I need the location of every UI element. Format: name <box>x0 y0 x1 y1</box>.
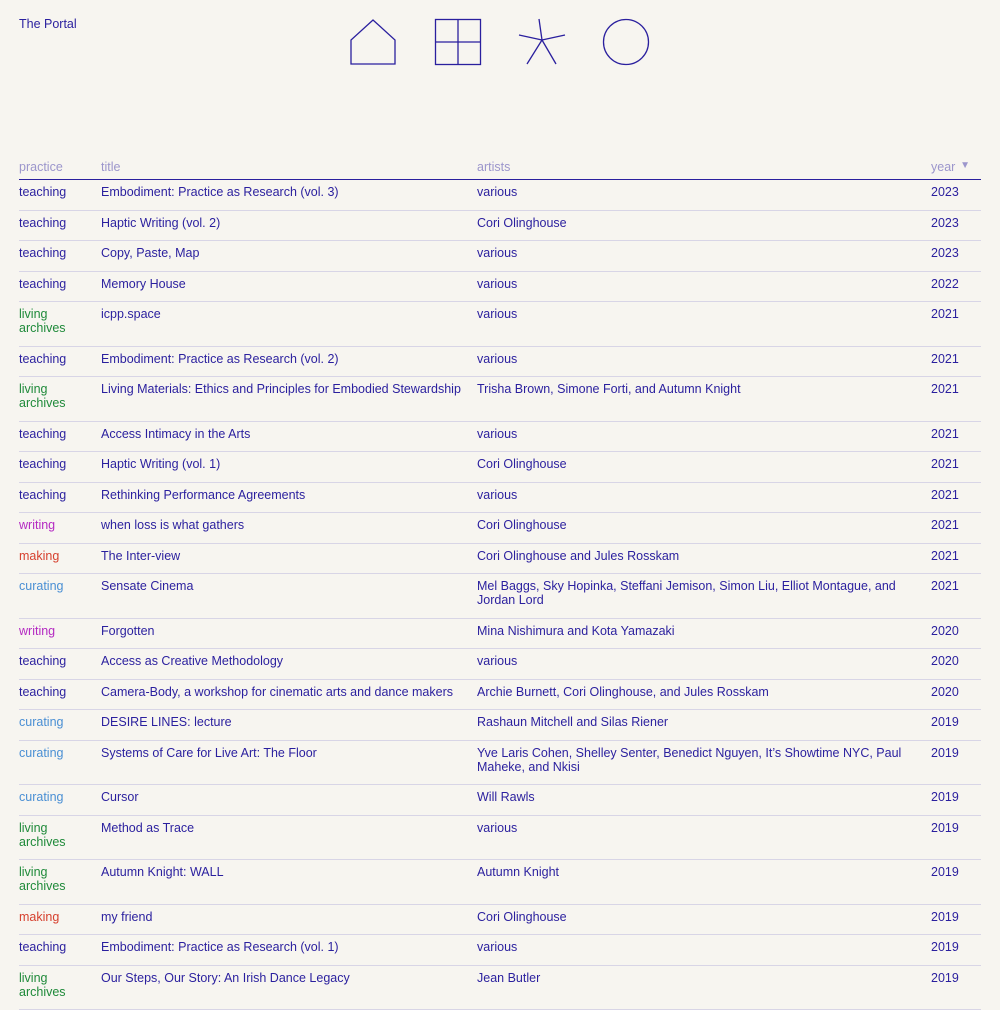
row-title: Access Intimacy in the Arts <box>101 427 471 441</box>
row-artists: Mina Nishimura and Kota Yamazaki <box>477 624 917 638</box>
row-artists: Rashaun Mitchell and Silas Riener <box>477 715 917 729</box>
table-row[interactable] <box>19 741 981 786</box>
row-artists: Trisha Brown, Simone Forti, and Autumn Knight <box>477 382 917 396</box>
row-title: Method as Trace <box>101 821 471 835</box>
row-year: 2020 <box>931 654 976 668</box>
row-year: 2019 <box>931 790 976 804</box>
table-row[interactable] <box>19 180 981 211</box>
row-practice: curating <box>19 715 97 729</box>
row-practice: teaching <box>19 216 97 230</box>
row-title: Access as Creative Methodology <box>101 654 471 668</box>
table-body <box>19 180 981 1010</box>
row-title: Haptic Writing (vol. 2) <box>101 216 471 230</box>
row-artists: Cori Olinghouse <box>477 216 917 230</box>
row-artists: Archie Burnett, Cori Olinghouse, and Jules Rosskam <box>477 685 917 699</box>
table-row[interactable] <box>19 574 981 619</box>
row-artists: various <box>477 427 917 441</box>
row-practice: living archives <box>19 382 69 410</box>
projects-table <box>19 158 981 1010</box>
row-practice: teaching <box>19 246 97 260</box>
row-practice: teaching <box>19 654 97 668</box>
row-year: 2020 <box>931 624 976 638</box>
row-practice: making <box>19 549 97 563</box>
house-icon[interactable] <box>349 18 397 66</box>
sort-down-icon[interactable]: ▼ <box>960 160 970 171</box>
row-title: DESIRE LINES: lecture <box>101 715 471 729</box>
row-title: Rethinking Performance Agreements <box>101 488 471 502</box>
row-artists: Cori Olinghouse <box>477 518 917 532</box>
row-practice: making <box>19 910 97 924</box>
table-row[interactable] <box>19 710 981 741</box>
table-row[interactable] <box>19 966 981 1010</box>
row-title: Cursor <box>101 790 471 804</box>
row-practice: living archives <box>19 865 69 893</box>
header-practice[interactable]: practice <box>19 160 97 174</box>
row-year: 2019 <box>931 940 976 954</box>
row-title: Haptic Writing (vol. 1) <box>101 457 471 471</box>
row-artists: Cori Olinghouse <box>477 457 917 471</box>
table-row[interactable] <box>19 935 981 966</box>
row-title: Camera-Body, a workshop for cinematic arts and dance makers <box>101 685 471 699</box>
row-artists: various <box>477 307 917 321</box>
row-year: 2021 <box>931 549 976 563</box>
row-year: 2021 <box>931 427 976 441</box>
row-year: 2023 <box>931 216 976 230</box>
row-practice: teaching <box>19 685 97 699</box>
row-year: 2019 <box>931 746 976 760</box>
row-year: 2021 <box>931 518 976 532</box>
table-row[interactable] <box>19 452 981 483</box>
row-year: 2021 <box>931 382 976 396</box>
row-year: 2021 <box>931 579 976 593</box>
row-title: Copy, Paste, Map <box>101 246 471 260</box>
table-row[interactable] <box>19 544 981 575</box>
row-artists: Autumn Knight <box>477 865 917 879</box>
table-row[interactable] <box>19 377 981 422</box>
row-year: 2021 <box>931 488 976 502</box>
row-artists: Cori Olinghouse and Jules Rosskam <box>477 549 917 563</box>
table-row[interactable] <box>19 272 981 303</box>
circle-icon[interactable] <box>602 18 650 66</box>
row-artists: Jean Butler <box>477 971 917 985</box>
table-row[interactable] <box>19 860 981 905</box>
table-row[interactable] <box>19 905 981 936</box>
site-title[interactable]: The Portal <box>19 17 77 31</box>
row-practice: teaching <box>19 352 97 366</box>
table-row[interactable] <box>19 211 981 242</box>
row-practice: writing <box>19 624 97 638</box>
row-practice: writing <box>19 518 97 532</box>
row-title: Autumn Knight: WALL <box>101 865 471 879</box>
row-artists: various <box>477 277 917 291</box>
table-row[interactable] <box>19 816 981 861</box>
row-title: Living Materials: Ethics and Principles for Embodied Stewardship <box>101 382 471 396</box>
row-title: Forgotten <box>101 624 471 638</box>
row-year: 2021 <box>931 352 976 366</box>
row-practice: living archives <box>19 821 69 849</box>
row-artists: various <box>477 488 917 502</box>
row-artists: various <box>477 246 917 260</box>
row-practice: teaching <box>19 457 97 471</box>
table-row[interactable] <box>19 302 981 347</box>
row-year: 2019 <box>931 910 976 924</box>
row-practice: living archives <box>19 971 69 999</box>
row-artists: various <box>477 185 917 199</box>
row-practice: curating <box>19 790 97 804</box>
row-title: Systems of Care for Live Art: The Floor <box>101 746 471 760</box>
row-artists: various <box>477 821 917 835</box>
table-row[interactable] <box>19 513 981 544</box>
nav-icons <box>0 18 1000 68</box>
header-title[interactable]: title <box>101 160 471 174</box>
table-row[interactable] <box>19 347 981 378</box>
table-header <box>19 158 981 180</box>
row-practice: teaching <box>19 488 97 502</box>
row-title: Sensate Cinema <box>101 579 471 593</box>
row-title: Our Steps, Our Story: An Irish Dance Legacy <box>101 971 471 985</box>
row-artists: Mel Baggs, Sky Hopinka, Steffani Jemison, Simon Liu, Elliot Montague, and Jordan Lord <box>477 579 917 607</box>
table-row[interactable] <box>19 241 981 272</box>
row-practice: teaching <box>19 940 97 954</box>
row-artists: various <box>477 654 917 668</box>
row-year: 2019 <box>931 971 976 985</box>
row-title: icpp.space <box>101 307 471 321</box>
row-practice: curating <box>19 746 97 760</box>
row-practice: teaching <box>19 277 97 291</box>
row-artists: Will Rawls <box>477 790 917 804</box>
row-year: 2019 <box>931 865 976 879</box>
row-artists: Cori Olinghouse <box>477 910 917 924</box>
row-artists: Yve Laris Cohen, Shelley Senter, Benedict Nguyen, It’s Showtime NYC, Paul Maheke, and Nkisi <box>477 746 917 774</box>
table-row[interactable] <box>19 680 981 711</box>
row-year: 2019 <box>931 715 976 729</box>
table-row[interactable] <box>19 649 981 680</box>
row-practice: living archives <box>19 307 69 335</box>
row-year: 2021 <box>931 457 976 471</box>
header-year[interactable]: year <box>931 160 976 174</box>
row-artists: various <box>477 940 917 954</box>
row-title: Embodiment: Practice as Research (vol. 3) <box>101 185 471 199</box>
row-title: Memory House <box>101 277 471 291</box>
row-title: when loss is what gathers <box>101 518 471 532</box>
table-row[interactable] <box>19 422 981 453</box>
row-year: 2021 <box>931 307 976 321</box>
row-year: 2023 <box>931 185 976 199</box>
row-title: Embodiment: Practice as Research (vol. 1) <box>101 940 471 954</box>
row-title: my friend <box>101 910 471 924</box>
grid-window-icon[interactable] <box>434 18 482 66</box>
header-artists[interactable]: artists <box>477 160 917 174</box>
asterisk-star-icon[interactable] <box>518 18 566 66</box>
row-year: 2019 <box>931 821 976 835</box>
table-row[interactable] <box>19 483 981 514</box>
row-practice: teaching <box>19 185 97 199</box>
row-year: 2022 <box>931 277 976 291</box>
row-artists: various <box>477 352 917 366</box>
row-practice: curating <box>19 579 97 593</box>
row-title: Embodiment: Practice as Research (vol. 2) <box>101 352 471 366</box>
row-practice: teaching <box>19 427 97 441</box>
table-row[interactable] <box>19 619 981 650</box>
row-year: 2023 <box>931 246 976 260</box>
table-row[interactable] <box>19 785 981 816</box>
row-title: The Inter-view <box>101 549 471 563</box>
row-year: 2020 <box>931 685 976 699</box>
